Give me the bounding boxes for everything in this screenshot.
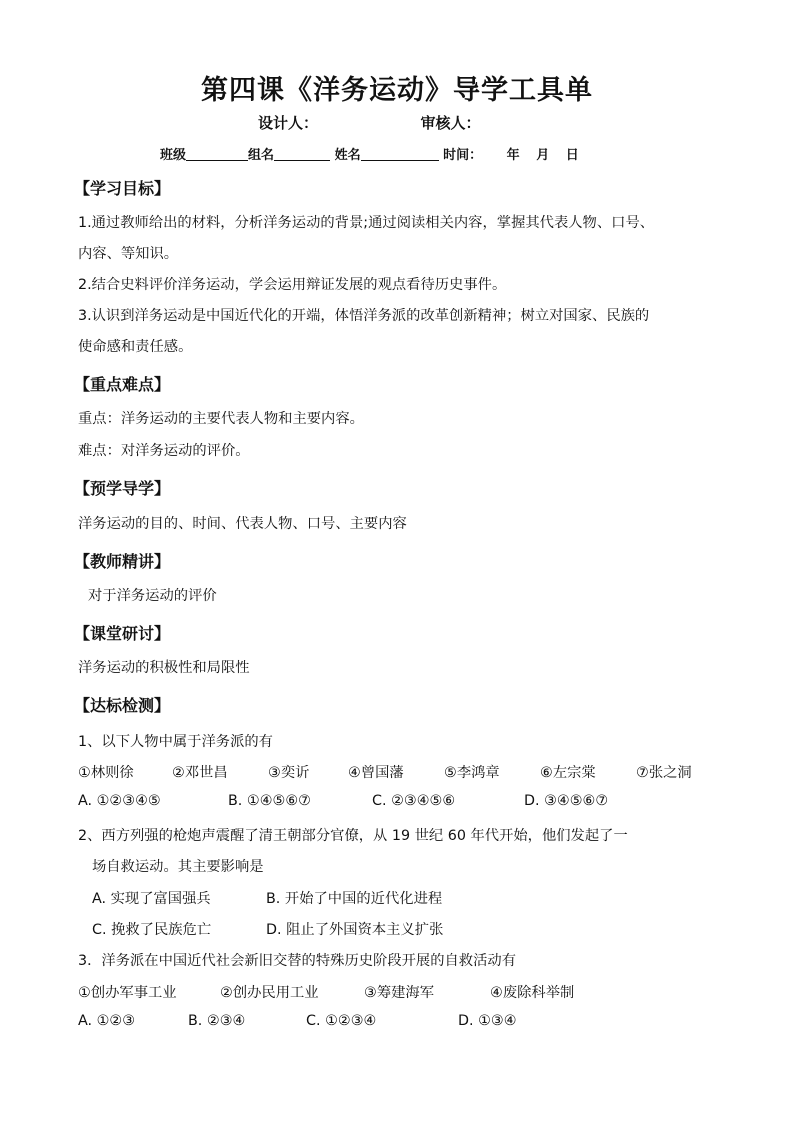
q1-choice-d[interactable]: D. ③④⑤⑥⑦ <box>524 793 609 809</box>
q1-choice-a[interactable]: A. ①②③④⑤ <box>78 793 161 809</box>
q1-item: ①林则徐 <box>78 765 134 781</box>
objective-line: 内容、等知识。 <box>78 246 179 262</box>
class-label: 班级 <box>160 148 187 163</box>
q1-item: ②邓世昌 <box>172 765 228 781</box>
q3-item: ④废除科举制 <box>490 985 575 1001</box>
student-info-line <box>160 144 579 163</box>
objectives-heading: 【学习目标】 <box>74 179 171 198</box>
difficulty-line: 难点：对洋务运动的评价。 <box>78 443 250 459</box>
discussion-text: 洋务运动的积极性和局限性 <box>78 660 250 676</box>
name-blank[interactable] <box>361 146 439 161</box>
q1-item: ③奕䜣 <box>268 765 310 781</box>
objective-line: 3.认识到洋务运动是中国近代化的开端，体悟洋务派的改革创新精神；树立对国家、民族的 <box>78 308 650 324</box>
q2-choice-b[interactable]: B. 开始了中国的近代化进程 <box>266 891 443 907</box>
q3-choice-b[interactable]: B. ②③④ <box>188 1013 246 1029</box>
q2-choice-d[interactable]: D. 阻止了外国资本主义扩张 <box>266 922 444 938</box>
q3-item: ①创办军事工业 <box>78 985 177 1001</box>
q2-choice-c[interactable]: C. 挽救了民族危亡 <box>92 922 212 938</box>
objective-line: 使命感和责任感。 <box>78 339 193 355</box>
page-title: 第四课《洋务运动》导学工具单 <box>201 75 593 106</box>
objective-line: 2.结合史料评价洋务运动，学会运用辩证发展的观点看待历史事件。 <box>78 277 507 293</box>
q1-item: ⑥左宗棠 <box>540 765 596 781</box>
preview-heading: 【预学导学】 <box>74 479 171 498</box>
reviewer-label: 审核人： <box>420 114 481 132</box>
question-2-stem-cont: 场自救运动。其主要影响是 <box>92 859 264 875</box>
q3-item: ③筹建海军 <box>364 985 435 1001</box>
question-2-stem: 2、西方列强的枪炮声震醒了清王朝部分官僚，从 19 世纪 60 年代开始，他们发起了一 <box>78 828 628 844</box>
discussion-heading: 【课堂研讨】 <box>74 624 171 643</box>
name-label: 姓名 <box>334 148 361 163</box>
preview-text: 洋务运动的目的、时间、代表人物、口号、主要内容 <box>78 516 407 532</box>
year-label: 年 <box>506 148 520 163</box>
group-label: 组名 <box>248 148 275 163</box>
objective-line: 1.通过教师给出的材料，分析洋务运动的背景;通过阅读相关内容，掌握其代表人物、口号、 <box>78 215 655 231</box>
designer-reviewer-line <box>258 112 481 133</box>
day-label: 日 <box>565 148 579 163</box>
q1-item: ⑦张之洞 <box>636 765 692 781</box>
question-3-stem: 3．洋务派在中国近代社会新旧交替的特殊历史阶段开展的自救活动有 <box>78 953 516 969</box>
test-heading: 【达标检测】 <box>74 696 171 715</box>
q1-choice-c[interactable]: C. ②③④⑤⑥ <box>372 793 456 809</box>
group-blank[interactable] <box>274 146 330 161</box>
q3-item: ②创办民用工业 <box>220 985 319 1001</box>
q3-choice-a[interactable]: A. ①②③ <box>78 1013 136 1029</box>
time-label: 时间： <box>443 148 483 163</box>
q1-item: ④曾国藩 <box>348 765 404 781</box>
question-1-stem: 1、以下人物中属于洋务派的有 <box>78 734 273 750</box>
key-points-heading: 【重点难点】 <box>74 375 171 394</box>
q1-choice-b[interactable]: B. ①④⑤⑥⑦ <box>228 793 311 809</box>
month-label: 月 <box>536 148 550 163</box>
q3-choice-c[interactable]: C. ①②③④ <box>306 1013 377 1029</box>
designer-label: 设计人： <box>258 114 319 132</box>
class-blank[interactable] <box>186 146 248 161</box>
lecture-text: 对于洋务运动的评价 <box>88 588 217 604</box>
q2-choice-a[interactable]: A. 实现了富国强兵 <box>92 891 211 907</box>
key-point-line: 重点：洋务运动的主要代表人物和主要内容。 <box>78 411 364 427</box>
lecture-heading: 【教师精讲】 <box>74 552 171 571</box>
q3-choice-d[interactable]: D. ①③④ <box>458 1013 517 1029</box>
q1-item: ⑤李鸿章 <box>444 765 500 781</box>
